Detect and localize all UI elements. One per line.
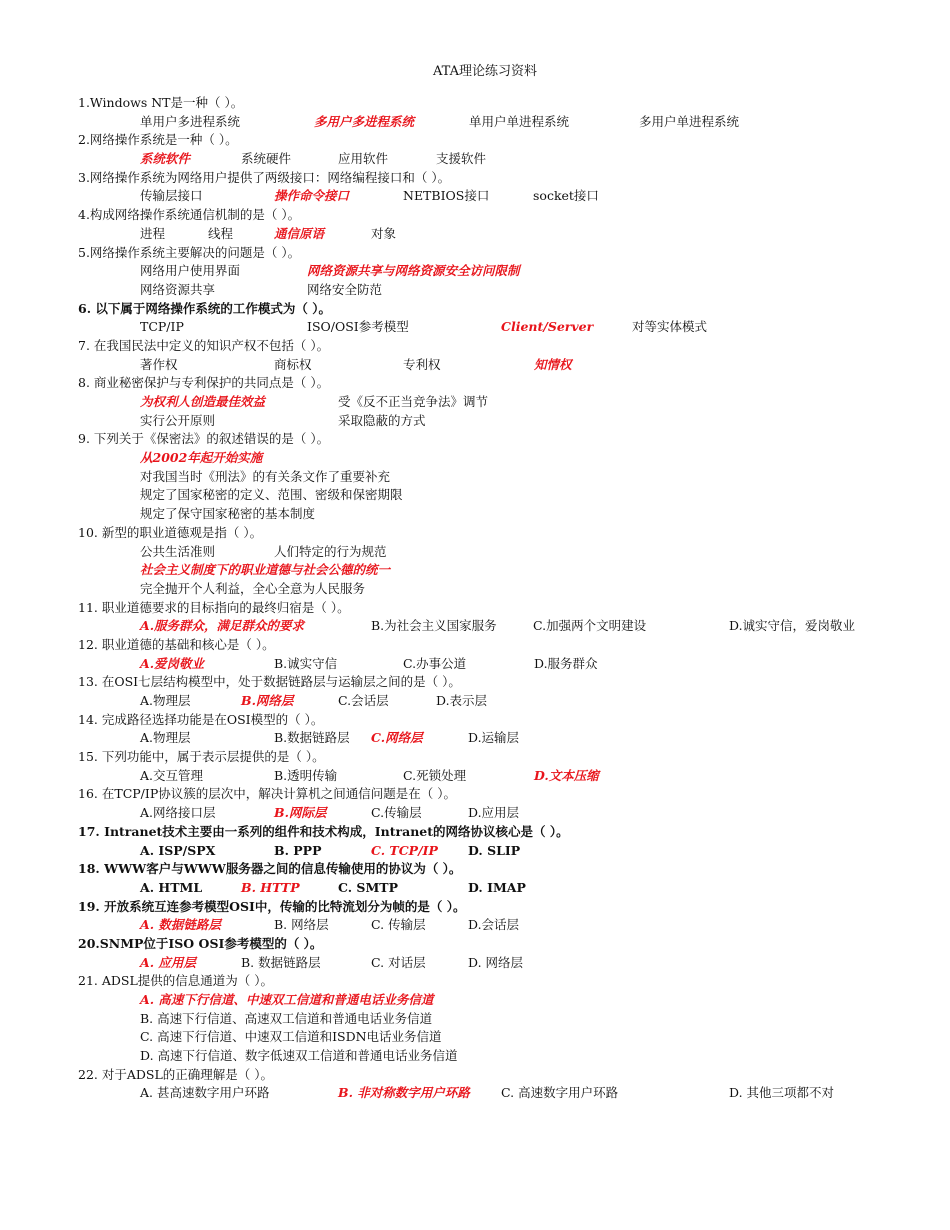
answer-option: 单用户多进程系统 xyxy=(140,113,241,129)
answer-option: D.服务群众 xyxy=(534,655,598,671)
answer-option: NETBIOS接口 xyxy=(403,188,490,204)
option-row xyxy=(78,879,938,898)
question-text: 7. 在我国民法中定义的知识产权不包括（ ）。 xyxy=(78,337,330,353)
answer-option: 商标权 xyxy=(274,356,312,372)
correct-answer-option: A.服务群众，满足群众的要求 xyxy=(140,618,305,634)
answer-option: D.应用层 xyxy=(468,805,520,821)
question-text: 1.Windows NT是一种（ ）。 xyxy=(78,95,244,110)
option-row xyxy=(78,468,938,487)
answer-option: C.加强两个文明建设 xyxy=(533,618,647,634)
answer-option: 进程 xyxy=(140,225,166,241)
option-row xyxy=(78,655,938,674)
question-text: 22. 对于ADSL的正确理解是（ ）。 xyxy=(78,1066,273,1082)
correct-answer-option: A. 高速下行信道、中速双工信道和普通电话业务信道 xyxy=(140,992,434,1007)
answer-option: B. 高速下行信道、高速双工信道和普通电话业务信道 xyxy=(140,1010,433,1026)
correct-answer-option: B. 非对称数字用户环路 xyxy=(338,1085,470,1101)
answer-option: 应用软件 xyxy=(338,151,389,167)
answer-option: C. 传输层 xyxy=(371,917,426,933)
answer-option: 传输层接口 xyxy=(140,188,203,204)
question-text: 12. 职业道德的基础和核心是（ ）。 xyxy=(78,636,275,652)
answer-option: C.办事公道 xyxy=(403,655,467,671)
answer-option: D.表示层 xyxy=(436,693,488,708)
answer-option: C.会话层 xyxy=(338,693,389,708)
answer-option: TCP/IP xyxy=(140,319,184,335)
correct-answer-option: 知情权 xyxy=(534,356,572,372)
correct-answer-option: 多用户多进程系统 xyxy=(314,113,415,129)
correct-answer-option: D.文本压缩 xyxy=(534,767,599,783)
correct-answer-option: 网络资源共享与网络资源安全访问限制 xyxy=(307,263,520,279)
answer-option: 多用户单进程系统 xyxy=(639,113,740,129)
answer-option: 线程 xyxy=(208,225,234,241)
answer-option: 对我国当时《刑法》的有关条文作了重要补充 xyxy=(140,468,391,484)
answer-option: 规定了国家秘密的定义、范围、密级和保密期限 xyxy=(140,487,403,503)
question-text: 2.网络操作系统是一种（ ）。 xyxy=(78,132,238,148)
question-text: 9. 下列关于《保密法》的叙述错误的是（ ）。 xyxy=(78,431,330,447)
answer-option: D. 其他三项都不对 xyxy=(729,1085,835,1101)
correct-answer-option: 通信原语 xyxy=(274,225,325,241)
option-row xyxy=(78,318,938,337)
option-row xyxy=(78,617,938,636)
question-text: 17. Intranet技术主要由一系列的组件和技术构成，Intranet的网络协议核心是（ ）。 xyxy=(78,823,569,839)
question-text: 19. 开放系统互连参考模型OSI中，传输的比特流划分为帧的是（ ）。 xyxy=(78,898,466,914)
answer-option: C. 对话层 xyxy=(371,954,426,970)
answer-option: 完全抛开个人利益，全心全意为人民服务 xyxy=(140,580,366,596)
question-text: 5.网络操作系统主要解决的问题是（ ）。 xyxy=(78,244,301,260)
question-text: 20.SNMP位于ISO OSI参考模型的（ ）。 xyxy=(78,935,323,951)
option-row xyxy=(78,767,938,786)
option-row xyxy=(78,1047,938,1066)
question-text: 10. 新型的职业道德观是指（ ）。 xyxy=(78,524,263,540)
question-text: 16. 在TCP/IP协议簇的层次中，解决计算机之间通信问题是在（ ）。 xyxy=(78,786,456,802)
answer-option: 系统硬件 xyxy=(241,151,292,167)
answer-option: D. 网络层 xyxy=(468,954,524,970)
answer-option: A.物理层 xyxy=(140,730,191,746)
option-row xyxy=(78,187,938,206)
answer-option: B.数据链路层 xyxy=(274,730,350,746)
answer-option: C.死锁处理 xyxy=(403,767,467,783)
answer-option: D.运输层 xyxy=(468,730,520,746)
answer-option: A.物理层 xyxy=(140,693,191,708)
question-text: 8. 商业秘密保护与专利保护的共同点是（ ）。 xyxy=(78,375,330,391)
answer-option: 网络用户使用界面 xyxy=(140,263,241,279)
answer-option: socket接口 xyxy=(533,188,599,204)
answer-option: 实行公开原则 xyxy=(140,412,216,428)
option-row xyxy=(78,505,938,524)
page-title: ATA理论练习资料 xyxy=(432,64,538,79)
correct-answer-option: C.网络层 xyxy=(371,730,423,746)
answer-option: B. 数据链路层 xyxy=(241,954,321,970)
answer-option: 人们特定的行为规范 xyxy=(274,543,387,559)
option-row xyxy=(78,842,938,861)
question-list xyxy=(78,94,938,1103)
correct-answer-option: 系统软件 xyxy=(140,151,191,167)
answer-option: D. SLIP xyxy=(468,842,521,858)
option-row xyxy=(78,449,938,468)
correct-answer-option: C. TCP/IP xyxy=(371,842,438,858)
correct-answer-option: 为权利人创造最佳效益 xyxy=(140,394,266,409)
option-row xyxy=(78,561,938,580)
question-text: 21. ADSL提供的信息通道为（ ）。 xyxy=(78,973,273,989)
option-row xyxy=(78,113,938,132)
option-row xyxy=(78,954,938,973)
correct-answer-option: A. 应用层 xyxy=(140,954,196,970)
answer-option: 著作权 xyxy=(140,356,178,372)
answer-option: B.为社会主义国家服务 xyxy=(371,618,497,634)
option-row xyxy=(78,804,938,823)
option-row xyxy=(78,991,938,1010)
answer-option: 网络安全防范 xyxy=(307,281,383,297)
option-row xyxy=(78,729,938,748)
question-text: 14. 完成路径选择功能是在OSI模型的（ ）。 xyxy=(78,711,324,727)
answer-option: 对象 xyxy=(371,225,397,241)
option-row xyxy=(78,262,938,281)
answer-option: 受《反不正当竞争法》调节 xyxy=(338,394,489,409)
answer-option: 网络资源共享 xyxy=(140,281,216,297)
option-row xyxy=(78,1028,938,1047)
answer-option: C. SMTP xyxy=(338,879,398,895)
answer-option: B.透明传输 xyxy=(274,767,338,783)
option-row xyxy=(78,1084,938,1103)
correct-answer-option: B.网际层 xyxy=(274,805,327,821)
option-row xyxy=(78,356,938,375)
answer-option: ISO/OSI参考模型 xyxy=(307,319,409,335)
correct-answer-option: A. 数据链路层 xyxy=(140,917,221,933)
answer-option: 单用户单进程系统 xyxy=(469,113,570,129)
option-row xyxy=(78,225,938,244)
answer-option: 公共生活准则 xyxy=(140,543,216,559)
question-text: 6. 以下属于网络操作系统的工作模式为（ ）。 xyxy=(78,300,332,316)
option-row xyxy=(78,486,938,505)
answer-option: A.网络接口层 xyxy=(140,805,216,821)
answer-option: B. 网络层 xyxy=(274,917,329,933)
answer-option: C. 高速数字用户环路 xyxy=(501,1085,619,1101)
option-row xyxy=(78,412,938,431)
correct-answer-option: B.网络层 xyxy=(241,693,294,708)
answer-option: 对等实体模式 xyxy=(632,319,708,335)
answer-option: 规定了保守国家秘密的基本制度 xyxy=(140,506,316,522)
option-row xyxy=(78,1010,938,1029)
answer-option: A. HTML xyxy=(140,879,203,895)
option-row xyxy=(78,916,938,935)
answer-option: B. PPP xyxy=(274,842,322,858)
option-row xyxy=(78,692,938,711)
question-text: 4.构成网络操作系统通信机制的是（ ）。 xyxy=(78,207,301,223)
option-row xyxy=(78,580,938,599)
question-text: 3.网络操作系统为网络用户提供了两级接口：网络编程接口和（ ）。 xyxy=(78,169,451,185)
correct-answer-option: B. HTTP xyxy=(241,879,300,895)
question-text: 18. WWW客户与WWW服务器之间的信息传输使用的协议为（ ）。 xyxy=(78,861,462,877)
option-row xyxy=(78,281,938,300)
answer-option: D.诚实守信，爱岗敬业 xyxy=(729,618,856,634)
option-row xyxy=(78,393,938,412)
answer-option: D. IMAP xyxy=(468,879,526,895)
option-row xyxy=(78,150,938,169)
answer-option: A.交互管理 xyxy=(140,767,204,783)
answer-option: C.传输层 xyxy=(371,805,422,821)
correct-answer-option: Client/Server xyxy=(501,319,594,335)
answer-option: B.诚实守信 xyxy=(274,655,338,671)
correct-answer-option: A.爱岗敬业 xyxy=(140,655,205,671)
question-text: 11. 职业道德要求的目标指向的最终归宿是（ ）。 xyxy=(78,599,350,615)
correct-answer-option: 社会主义制度下的职业道德与社会公德的统一 xyxy=(140,562,391,578)
option-row xyxy=(78,543,938,562)
answer-option: A. ISP/SPX xyxy=(140,842,216,858)
answer-option: 专利权 xyxy=(403,356,441,372)
answer-option: A. 甚高速数字用户环路 xyxy=(140,1085,270,1101)
answer-option: 采取隐蔽的方式 xyxy=(338,412,426,428)
correct-answer-option: 操作命令接口 xyxy=(274,188,350,204)
answer-option: 支援软件 xyxy=(436,151,487,167)
question-text: 13. 在OSI七层结构模型中，处于数据链路层与运输层之间的是（ ）。 xyxy=(78,674,461,690)
answer-option: C. 高速下行信道、中速双工信道和ISDN电话业务信道 xyxy=(140,1029,442,1045)
answer-option: D. 高速下行信道、数字低速双工信道和普通电话业务信道 xyxy=(140,1048,458,1064)
question-text: 15. 下列功能中，属于表示层提供的是（ ）。 xyxy=(78,749,325,765)
answer-option: D.会话层 xyxy=(468,917,520,933)
correct-answer-option: 从2002年起开始实施 xyxy=(140,450,263,466)
